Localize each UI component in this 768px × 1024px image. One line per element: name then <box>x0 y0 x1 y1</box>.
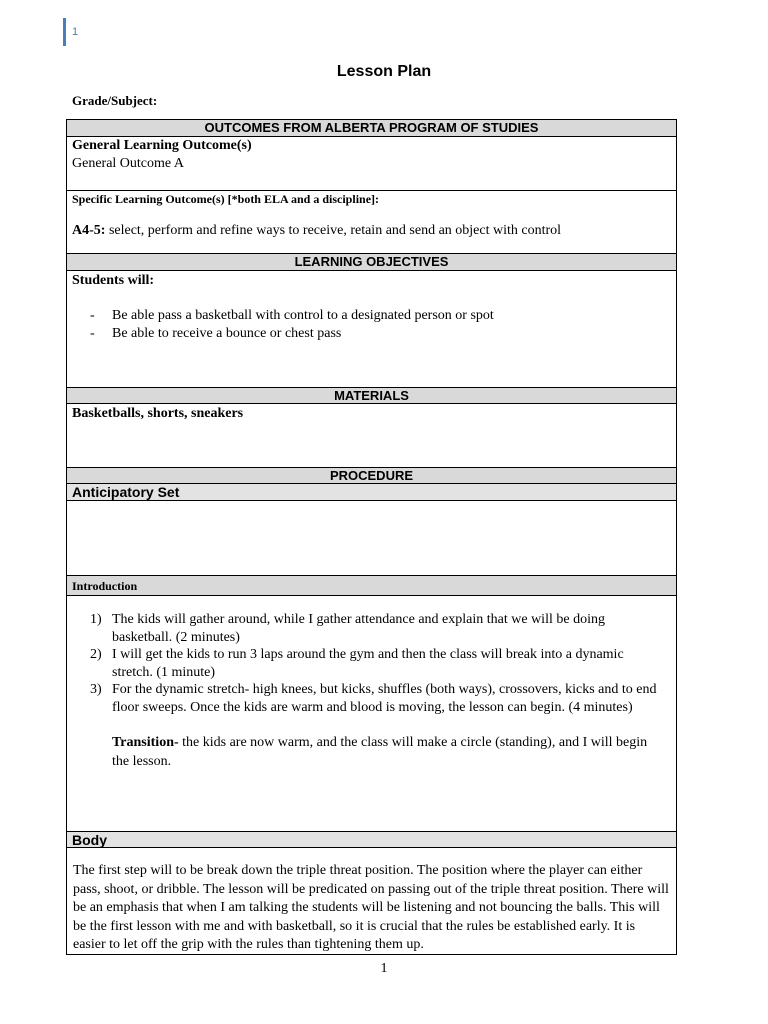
materials-text: Basketballs, shorts, sneakers <box>72 406 244 421</box>
list-item-text: For the dynamic stretch- high knees, but kicks, shuffles (both ways), crossovers, kicks and to end floor sweeps. Once the kids are warm and blood is moving, the lesson can begin. (4 minutes) <box>112 682 657 715</box>
general-outcome-label: General Learning Outcome(s) <box>72 138 252 153</box>
list-item <box>67 307 676 325</box>
specific-outcome-cell <box>67 190 676 253</box>
list-marker: 3) <box>90 682 102 697</box>
anticipatory-set-cell <box>67 501 676 575</box>
transition-paragraph <box>67 733 676 771</box>
list-marker: - <box>90 326 95 341</box>
list-item-text: Be able pass a basketball with control to a designated person or spot <box>112 308 494 323</box>
specific-outcome-line <box>72 222 676 240</box>
materials-heading: MATERIALS <box>67 387 676 404</box>
list-item <box>67 681 676 716</box>
grade-subject-label: Grade/Subject: <box>72 93 158 108</box>
list-marker: 2) <box>90 647 102 662</box>
list-item <box>67 611 676 646</box>
header-page-marker: 1 <box>63 18 78 46</box>
objectives-intro: Students will: <box>72 273 155 288</box>
transition-text: the kids are now warm, and the class will make a circle (standing), and I will begin the lesson. <box>112 735 648 769</box>
list-item-text: The kids will gather around, while I gather attendance and explain that we will be doing basketball. (2 minutes) <box>112 612 605 645</box>
objectives-heading: LEARNING OBJECTIVES <box>67 253 676 271</box>
list-marker: 1) <box>90 612 102 627</box>
objectives-list <box>67 307 676 343</box>
list-item-text: I will get the kids to run 3 laps around the gym and then the class will break into a dynamic stretch. (1 minute) <box>112 647 624 680</box>
transition-label: Transition- <box>112 735 179 750</box>
list-item <box>67 646 676 681</box>
page-title: Lesson Plan <box>336 63 432 80</box>
introduction-cell <box>67 596 676 831</box>
specific-outcome-label: Specific Learning Outcome(s) [*both ELA and a discipline]: <box>72 192 380 206</box>
introduction-steps <box>67 611 676 716</box>
list-item-text: Be able to receive a bounce or chest pass <box>112 326 342 341</box>
specific-outcome-code: A4-5: <box>72 223 106 238</box>
lesson-plan-table <box>66 119 677 955</box>
list-item <box>67 325 676 343</box>
introduction-heading: Introduction <box>67 575 676 596</box>
body-text: The first step will to be break down the triple threat position. The position where the player can either pass, shoot, or dribble. The lesson will be predicated on passing out of the triple threat position. There will be an emphasis that when I am talking the students will be listening and not bouncing the balls. This will be the first lesson with me and with basketball, so it is crucial that the rules be established early. It is easier to let off the grip with the rules than tightening them up. <box>73 863 669 952</box>
general-outcome-cell <box>67 137 676 190</box>
list-marker: - <box>90 308 95 323</box>
anticipatory-set-heading: Anticipatory Set <box>67 483 676 501</box>
objectives-cell <box>67 271 676 387</box>
outcomes-heading: OUTCOMES FROM ALBERTA PROGRAM OF STUDIES <box>67 120 676 137</box>
general-outcome-value: General Outcome A <box>72 156 184 171</box>
footer-page-number: 1 <box>380 961 388 976</box>
procedure-heading: PROCEDURE <box>67 467 676 484</box>
body-heading: Body <box>67 831 676 848</box>
specific-outcome-text: select, perform and refine ways to receive, retain and send an object with control <box>105 223 562 238</box>
